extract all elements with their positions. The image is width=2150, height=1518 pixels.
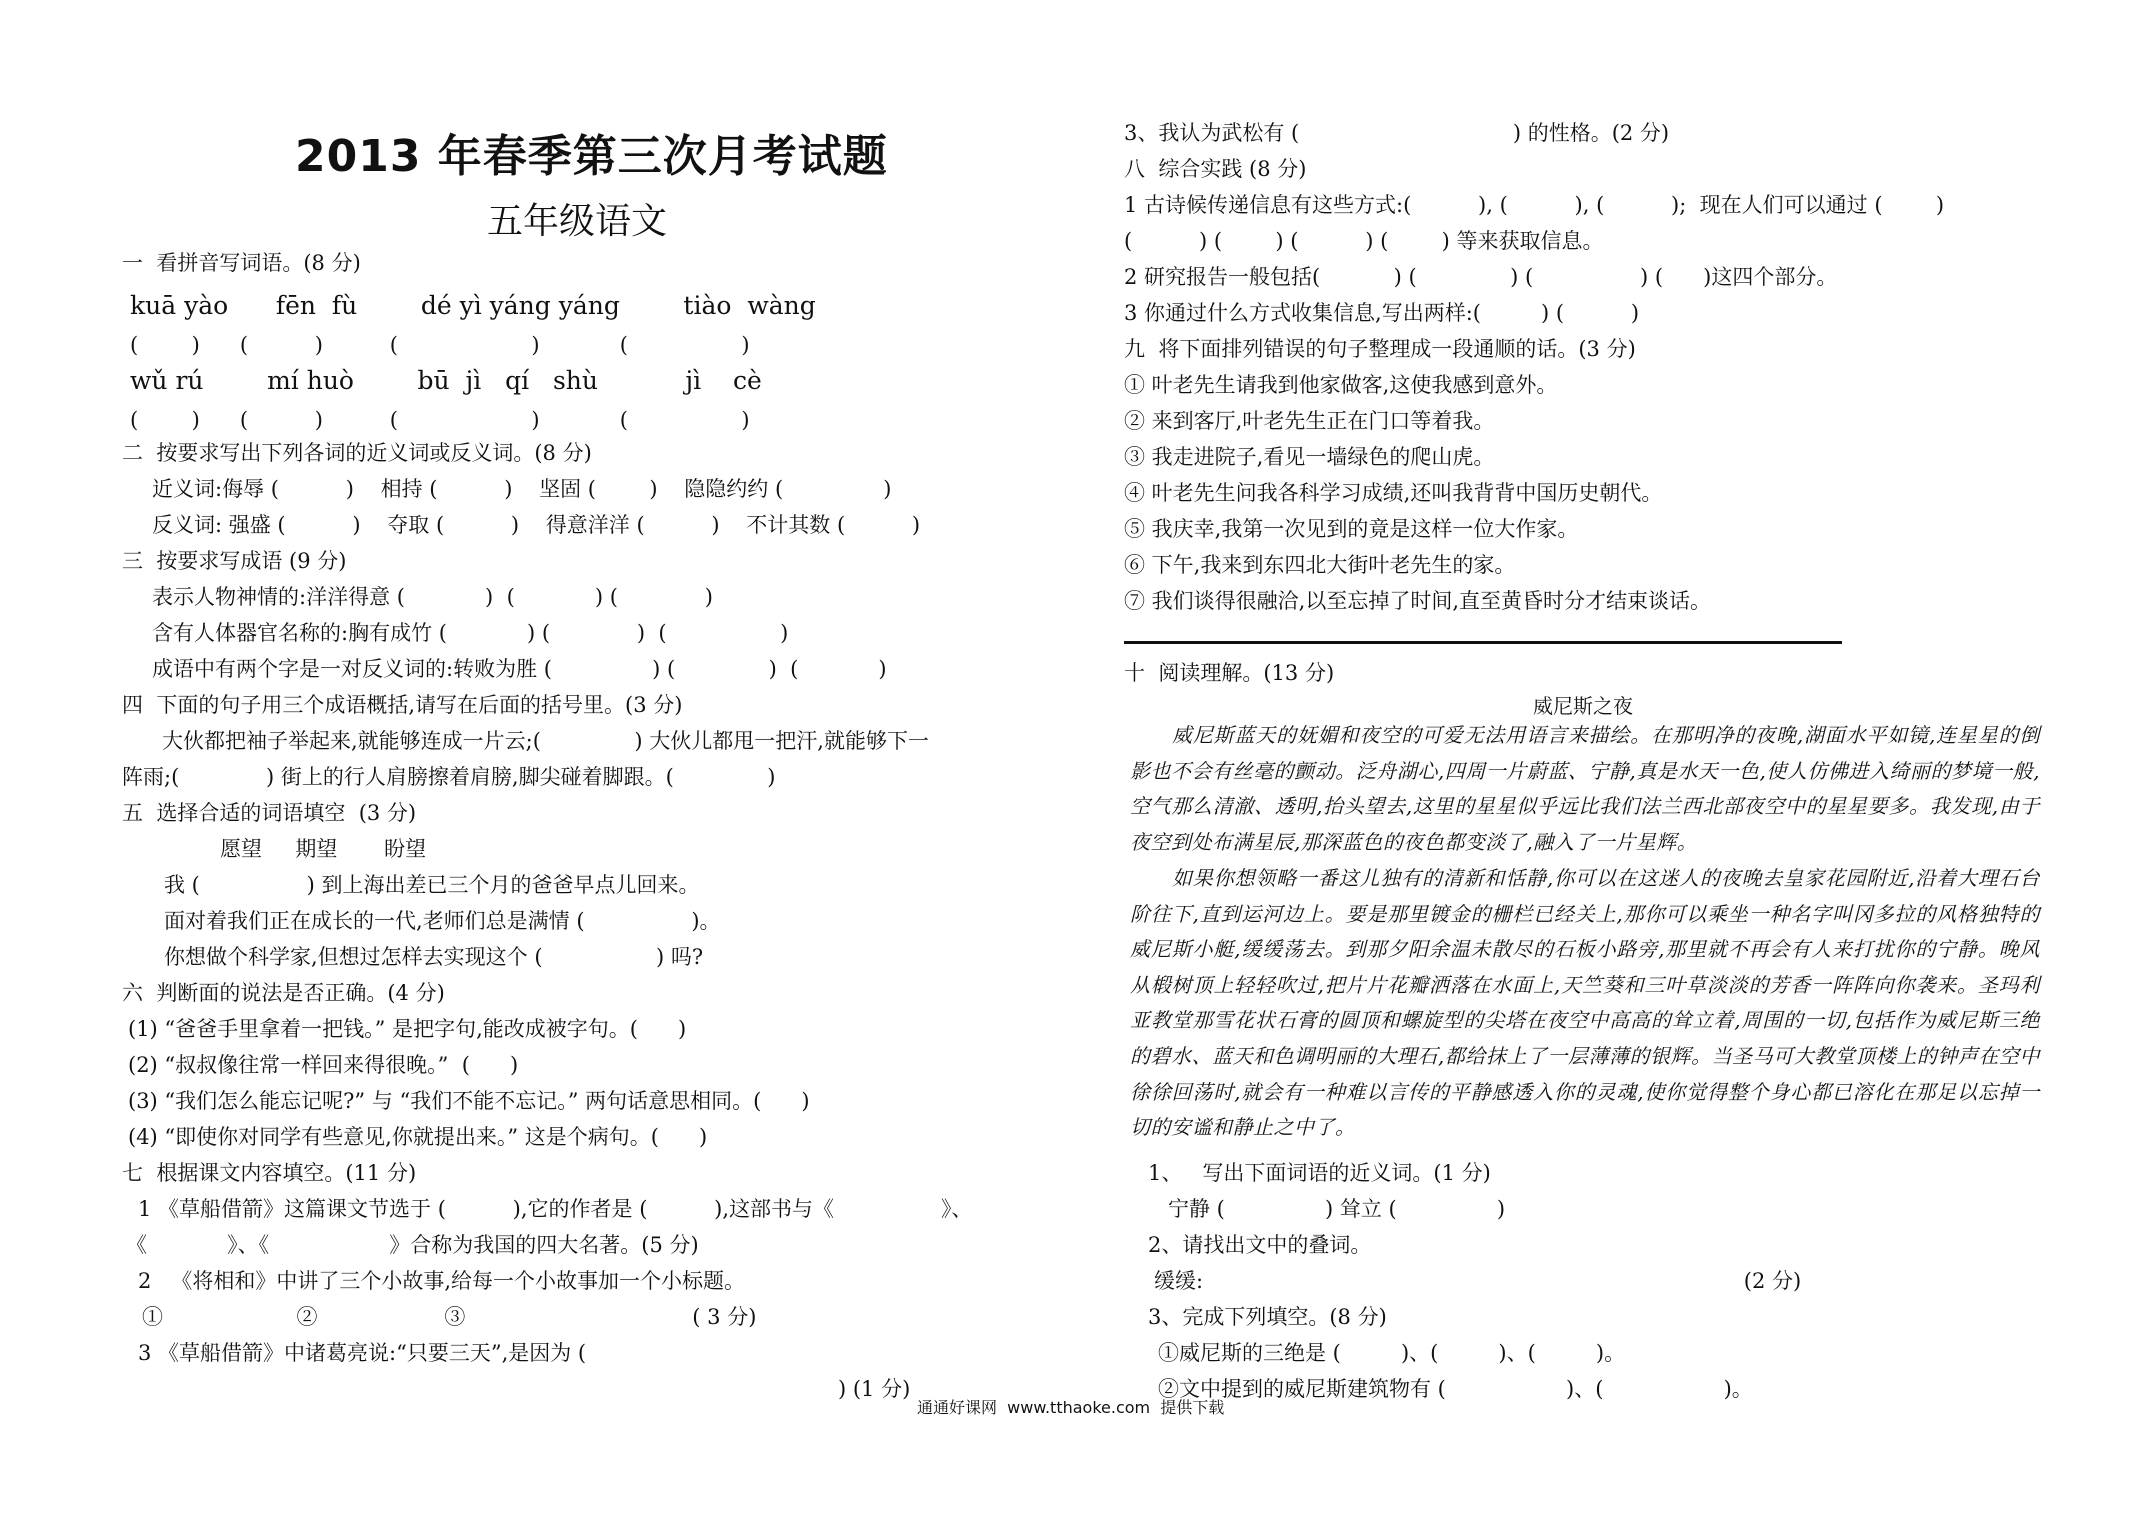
passage-title: 威尼斯之夜 [1533,694,1633,718]
page-title: 2013 年春季第三次月考试题 [295,131,888,182]
question-line: ① 叶老先生请我到他家做客,这使我感到意外。 [1124,373,1558,397]
question-line: 四 下面的句子用三个成语概括,请写在后面的括号里。(3 分) [122,693,683,717]
question-line: 十 阅读理解。(13 分) [1124,661,1335,685]
question-line: 宁静 ( ) 耸立 ( ) [1168,1197,1506,1221]
footer-note: 通通好课网 www.tthaoke.com 提供下载 [917,1398,1225,1417]
question-line: 阵雨;( ) 街上的行人肩膀擦着肩膀,脚尖碰着脚跟。( ) [122,765,776,789]
question-line: ( ) ( ) ( ) ( ) 等来获取信息。 [1124,229,1604,253]
question-line: 面对着我们正在成长的一代,老师们总是满情 ( )。 [164,909,721,933]
question-line: 六 判断面的说法是否正确。(4 分) [122,981,445,1005]
question-line: 含有人体器官名称的:胸有成竹 ( ) ( ) ( ) [152,621,789,645]
question-line: ) (1 分) [838,1377,911,1401]
question-line: 表示人物神情的:洋洋得意 ( ) ( ) ( ) [152,585,713,609]
passage-paragraph-1: 威尼斯蓝天的妩媚和夜空的可爱无法用语言来描绘。在那明净的夜晚,湖面水平如镜,连星星的倒影也不会有丝毫的颤动。泛舟湖心,四周一片蔚蓝、宁静,真是水天一色,使人仿佛进入绮丽的梦境一般,空气那么清澈、透明,抬头望去,这里的星星似乎远比我们法兰西北部夜空中的星星要多。我发现,由于夜空到处布满星辰,那深蓝色的夜色都变淡了,融入了一片星辉。 [1130,723,2040,854]
question-line: (4) “即使你对同学有些意见,你就提出来。” 这是个病句。( ) [128,1125,708,1149]
section-divider [1124,641,1842,644]
question-line: 1、 写出下面词语的近义词。(1 分) [1148,1161,1491,1185]
question-line: 3 你通过什么方式收集信息,写出两样:( ) ( ) [1124,301,1640,325]
question-line: 2、请找出文中的叠词。 [1148,1233,1372,1257]
question-line: 3、完成下列填空。(8 分) [1148,1305,1387,1329]
question-line: 一 看拼音写词语。(8 分) [122,251,361,275]
question-line: 五 选择合适的词语填空 (3 分) [122,801,417,825]
question-line: wǔ rú mí huò bū jì qí shù jì cè [130,366,762,395]
question-line: 1 《草船借箭》这篇课文节选于 ( ),它的作者是 ( ),这部书与《 》、 [138,1197,973,1221]
page-subtitle: 五年级语文 [487,201,668,242]
question-line: ( ) ( ) ( ) ( ) [130,333,750,357]
question-line: ② 来到客厅,叶老先生正在门口等着我。 [1124,409,1495,433]
question-line: 1 古诗候传递信息有这些方式:( ), ( ), ( ); 现在人们可以通过 ( ) [1124,193,1945,217]
question-line: ②文中提到的威尼斯建筑物有 ( )、( )。 [1158,1377,1753,1401]
question-line: 愿望 期望 盼望 [220,837,427,861]
question-line: (1) “爸爸手里拿着一把钱。” 是把字句,能改成被字句。( ) [128,1017,687,1041]
question-line: (3) “我们怎么能忘记呢?” 与 “我们不能不忘记。” 两句话意思相同。( ) [128,1089,810,1113]
question-line: 3、我认为武松有 ( ) 的性格。(2 分) [1124,121,1670,145]
question-line: 2 研究报告一般包括( ) ( ) ( ) ( )这四个部分。 [1124,265,1838,289]
question-line: kuā yào fēn fù dé yì yáng yáng tiào wàng [130,291,816,320]
question-line: (2) “叔叔像往常一样回来得很晚。” ( ) [128,1053,519,1077]
question-line: ( ) ( ) ( ) ( ) [130,408,750,432]
question-line: 2 《将相和》中讲了三个小故事,给每一个小故事加一个小标题。 [138,1269,746,1293]
question-line: 缓缓: (2 分) [1154,1269,1802,1293]
passage-paragraph-2: 如果你想领略一番这儿独有的清新和恬静,你可以在这迷人的夜晚去皇家花园附近,沿着大理石台阶往下,直到运河边上。要是那里镀金的栅栏已经关上,那你可以乘坐一种名字叫冈多拉的风格独特的威尼斯小艇,缓缓荡去。到那夕阳余温未散尽的石板小路旁,那里就不再会有人来打扰你的宁静。晚风从椴树顶上轻轻吹过,把片片花瓣洒落在水面上,天竺葵和三叶草淡淡的芳香一阵阵向你袭来。圣玛利亚教堂那雪花状石膏的圆顶和螺旋型的尖塔在夜空中高高的耸立着,周围的一切,包括作为威尼斯三绝的碧水、蓝天和色调明丽的大理石,都给抹上了一层薄薄的银辉。当圣马可大教堂顶楼上的钟声在空中徐徐回荡时,就会有一种难以言传的平静感透入你的灵魂,使你觉得整个身心都已溶化在那足以忘掉一切的安谧和静止之中了。 [1130,866,2040,1140]
question-line: ⑥ 下午,我来到东四北大街叶老先生的家。 [1124,553,1516,577]
question-line: 《 》、《 》合称为我国的四大名著。(5 分) [126,1233,699,1257]
question-line: 成语中有两个字是一对反义词的:转败为胜 ( ) ( ) ( ) [152,657,887,681]
question-line: 三 按要求写成语 (9 分) [122,549,347,573]
question-line: ①威尼斯的三绝是 ( )、( )、( )。 [1158,1341,1626,1365]
question-line: 二 按要求写出下列各词的近义词或反义词。(8 分) [122,441,592,465]
question-line: ⑦ 我们谈得很融洽,以至忘掉了时间,直至黄昏时分才结束谈话。 [1124,589,1712,613]
question-line: 大伙都把袖子举起来,就能够连成一片云;( ) 大伙儿都甩一把汗,就能够下一 [162,729,929,753]
question-line: 九 将下面排列错误的句子整理成一段通顺的话。(3 分) [1124,337,1636,361]
question-line: ① ② ③ ( 3 分) [142,1305,757,1329]
question-line: 反义词: 强盛 ( ) 夺取 ( ) 得意洋洋 ( ) 不计其数 ( ) [152,513,921,537]
question-line: 3 《草船借箭》中诸葛亮说:“只要三天”,是因为 ( [138,1341,587,1365]
question-line: ③ 我走进院子,看见一墙绿色的爬山虎。 [1124,445,1495,469]
question-line: 七 根据课文内容填空。(11 分) [122,1161,417,1185]
question-line: 你想做个科学家,但想过怎样去实现这个 ( ) 吗? [164,945,704,969]
question-line: 我 ( ) 到上海出差已三个月的爸爸早点儿回来。 [164,873,700,897]
question-line: 八 综合实践 (8 分) [1124,157,1307,181]
question-line: ④ 叶老先生问我各科学习成绩,还叫我背背中国历史朝代。 [1124,481,1663,505]
question-line: 近义词:侮辱 ( ) 相持 ( ) 坚固 ( ) 隐隐约约 ( ) [152,477,892,501]
question-line: ⑤ 我庆幸,我第一次见到的竟是这样一位大作家。 [1124,517,1579,541]
